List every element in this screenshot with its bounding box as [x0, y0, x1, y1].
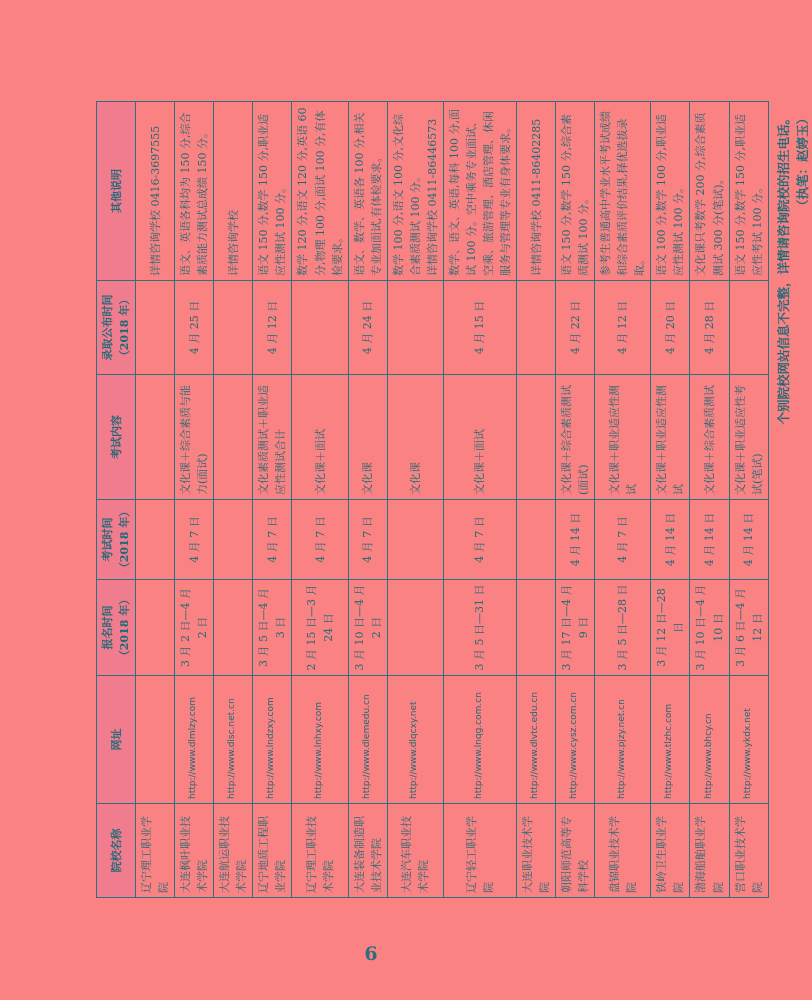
cell-website[interactable]: http://www.dlsc.net.cn	[214, 676, 253, 804]
cell-school-name: 辽宁理工职业技术学院	[292, 804, 348, 898]
cell-school-name: 铁岭卫生职业学院	[651, 804, 690, 898]
table-row	[690, 102, 729, 898]
cell-exam-content: 文化课	[387, 375, 443, 500]
cell-registration-time	[136, 580, 175, 676]
cell-admission-time: 4 月 24 日	[348, 281, 387, 375]
cell-registration-time: 3 月 6 日—4 月 12 日	[729, 580, 768, 676]
cell-other-notes: 语文、数学、英语各 100 分,相关专业加面试,有体检要求。	[348, 102, 387, 281]
cell-registration-time	[387, 580, 443, 676]
header-exam-time: 考试时间 （2018 年）	[97, 500, 136, 580]
cell-website[interactable]: http://www.ykdx.net	[729, 676, 768, 804]
cell-registration-time: 3 月 5 日—4 月 3 日	[253, 580, 292, 676]
cell-admission-time	[729, 281, 768, 375]
header-website: 网址	[97, 676, 136, 804]
cell-exam-content: 文化课＋职业适应性考试(笔试)	[729, 375, 768, 500]
cell-exam-content: 文化课＋面试	[443, 375, 516, 500]
admissions-table	[96, 101, 769, 898]
cell-other-notes: 语文 100 分,数学 100 分,职业适应性测试 100 分。	[651, 102, 690, 281]
header-exam-content: 考试内容	[97, 375, 136, 500]
cell-school-name: 朝阳师范高等专科学校	[556, 804, 595, 898]
cell-other-notes: 语文 150 分,数学 150 分,职业适应性测试 100 分。	[253, 102, 292, 281]
cell-exam-time: 4 月 7 日	[443, 500, 516, 580]
header-admission-time: 录取公布时间 （2018 年）	[97, 281, 136, 375]
cell-exam-content	[136, 375, 175, 500]
cell-other-notes: 数学 100 分,语文 100 分,文化综合素质测试 100 分。 详情咨询学校 0411-86446573	[387, 102, 443, 281]
page-number: 6	[364, 943, 378, 965]
cell-registration-time: 3 月 10 日—4 月 2 日	[348, 580, 387, 676]
cell-other-notes: 数学、语文、英语,每科 100 分,面试 100 分。空中乘务专业面试、空乘、旅游管理、酒店管理、休闲服务与管理等专业有身体要求。	[443, 102, 516, 281]
cell-other-notes: 参考生普通高中学业水平考试成绩和综合素质评价结果,择优选拔录取。	[595, 102, 651, 281]
cell-registration-time	[517, 580, 556, 676]
cell-admission-time: 4 月 25 日	[175, 281, 214, 375]
cell-registration-time: 3 月 5 日—31 日	[443, 580, 516, 676]
cell-registration-time	[214, 580, 253, 676]
cell-exam-time: 4 月 7 日	[348, 500, 387, 580]
table-row	[517, 102, 556, 898]
table-row	[443, 102, 516, 898]
cell-school-name: 大连枫叶职业技术学院	[175, 804, 214, 898]
cell-registration-time: 3 月 2 日—4 月 2 日	[175, 580, 214, 676]
cell-other-notes: 语文 150 分,数学 150 分,综合素质测试 100 分。	[556, 102, 595, 281]
cell-school-name: 渤海船舶职业学院	[690, 804, 729, 898]
cell-school-name: 大连汽车职业技术学院	[387, 804, 443, 898]
cell-website[interactable]: http://www.dlemedu.cn	[348, 676, 387, 804]
cell-school-name: 大连职业技术学院	[517, 804, 556, 898]
cell-registration-time: 2 月 15 日—3 月 24 日	[292, 580, 348, 676]
cell-other-notes: 语文、英语各科均为 150 分,综合素质能力测试总成绩 150 分。	[175, 102, 214, 281]
table-row	[175, 102, 214, 898]
author-credit: （执笔：赵婷玉）	[795, 112, 811, 213]
table-row	[595, 102, 651, 898]
cell-exam-content: 文化课＋综合素质测试(面试)	[556, 375, 595, 500]
cell-exam-content: 文化课＋职业适应性测试	[651, 375, 690, 500]
cell-website[interactable]	[136, 676, 175, 804]
cell-school-name: 营口职业技术学院	[729, 804, 768, 898]
header-school-name: 院校名称	[97, 804, 136, 898]
cell-exam-time: 4 月 7 日	[175, 500, 214, 580]
footnote	[774, 102, 812, 898]
header-registration-time: 报名时间 （2018 年）	[97, 580, 136, 676]
cell-website[interactable]: http://www.lndzxy.com	[253, 676, 292, 804]
cell-exam-content: 文化课＋综合素质测试	[690, 375, 729, 500]
cell-exam-content: 文化课	[348, 375, 387, 500]
cell-exam-content: 文化素质测试＋职业适应性测试合计	[253, 375, 292, 500]
cell-exam-time: 4 月 7 日	[292, 500, 348, 580]
cell-exam-content: 文化课＋综合素质与能力(面试)	[175, 375, 214, 500]
header-other-notes: 其他说明	[97, 102, 136, 281]
cell-exam-time: 4 月 14 日	[729, 500, 768, 580]
cell-website[interactable]: http://www.dlvtc.edu.cn	[517, 676, 556, 804]
cell-exam-time: 4 月 14 日	[651, 500, 690, 580]
cell-website[interactable]: http://www.dlqcxy.net	[387, 676, 443, 804]
cell-admission-time	[214, 281, 253, 375]
cell-registration-time: 3 月 17 日—4 月 9 日	[556, 580, 595, 676]
cell-exam-time	[387, 500, 443, 580]
cell-exam-time: 4 月 14 日	[556, 500, 595, 580]
cell-school-name: 大连航运职业技术学院	[214, 804, 253, 898]
cell-registration-time: 3 月 5 日—28 日	[595, 580, 651, 676]
table-row	[292, 102, 348, 898]
cell-exam-time: 4 月 7 日	[253, 500, 292, 580]
cell-exam-content: 文化课＋面试	[292, 375, 348, 500]
cell-other-notes: 数学 120 分,语文 120 分,英语 60 分,物理 100 分,面试 100 分,有体检要求。	[292, 102, 348, 281]
cell-exam-time	[214, 500, 253, 580]
cell-admission-time: 4 月 12 日	[253, 281, 292, 375]
table-body	[136, 102, 769, 898]
cell-admission-time	[136, 281, 175, 375]
cell-admission-time: 4 月 15 日	[443, 281, 516, 375]
table-row	[729, 102, 768, 898]
cell-school-name: 辽宁理工职业学院	[136, 804, 175, 898]
cell-website[interactable]: http://www.tlzhc.com	[651, 676, 690, 804]
cell-exam-time: 4 月 14 日	[690, 500, 729, 580]
rotated-page-content	[96, 102, 811, 898]
cell-website[interactable]: http://www.cysz.com.cn	[556, 676, 595, 804]
cell-other-notes: 语文 150 分,数学 150 分,职业适应性考试 100 分。	[729, 102, 768, 281]
cell-exam-time: 4 月 7 日	[595, 500, 651, 580]
table-row	[214, 102, 253, 898]
cell-exam-content: 文化课＋职业适应性测试	[595, 375, 651, 500]
cell-website[interactable]: http://www.lnhxy.com	[292, 676, 348, 804]
cell-registration-time: 3 月 12 日—28 日	[651, 580, 690, 676]
cell-school-name: 大连装备制造职业技术学院	[348, 804, 387, 898]
cell-school-name: 盘锦职业技术学院	[595, 804, 651, 898]
cell-other-notes: 详情咨询学校 0411-86402285	[517, 102, 556, 281]
table-row	[136, 102, 175, 898]
table-row	[253, 102, 292, 898]
cell-admission-time: 4 月 28 日	[690, 281, 729, 375]
cell-admission-time: 4 月 20 日	[651, 281, 690, 375]
cell-exam-time	[136, 500, 175, 580]
cell-admission-time	[517, 281, 556, 375]
cell-other-notes: 详情咨询学校 0416-3697555	[136, 102, 175, 281]
cell-website[interactable]: http://www.pjzy.net.cn	[595, 676, 651, 804]
table-row	[348, 102, 387, 898]
cell-admission-time	[292, 281, 348, 375]
table-header-row	[97, 102, 136, 898]
cell-registration-time: 3 月 10 日—4 月 10 日	[690, 580, 729, 676]
cell-website[interactable]: http://www.bhcy.cn	[690, 676, 729, 804]
footnote-text: 个别院校网站信息不完整，详情请咨询院校的招生电话。	[775, 112, 791, 425]
cell-admission-time	[387, 281, 443, 375]
cell-school-name: 辽宁轻工职业学院	[443, 804, 516, 898]
table-row	[556, 102, 595, 898]
cell-other-notes: 详情咨询学校	[214, 102, 253, 281]
cell-other-notes: 文化课只考数学 200 分,综合素质测试 300 分(笔试)。	[690, 102, 729, 281]
cell-school-name: 辽宁地质工程职业学院	[253, 804, 292, 898]
cell-exam-content	[214, 375, 253, 500]
cell-admission-time: 4 月 22 日	[556, 281, 595, 375]
cell-exam-time	[517, 500, 556, 580]
cell-admission-time: 4 月 12 日	[595, 281, 651, 375]
cell-website[interactable]: http://www.dlmlzy.com	[175, 676, 214, 804]
table-row	[651, 102, 690, 898]
cell-website[interactable]: http://www.lnqg.com.cn	[443, 676, 516, 804]
table-row	[387, 102, 443, 898]
cell-exam-content	[517, 375, 556, 500]
